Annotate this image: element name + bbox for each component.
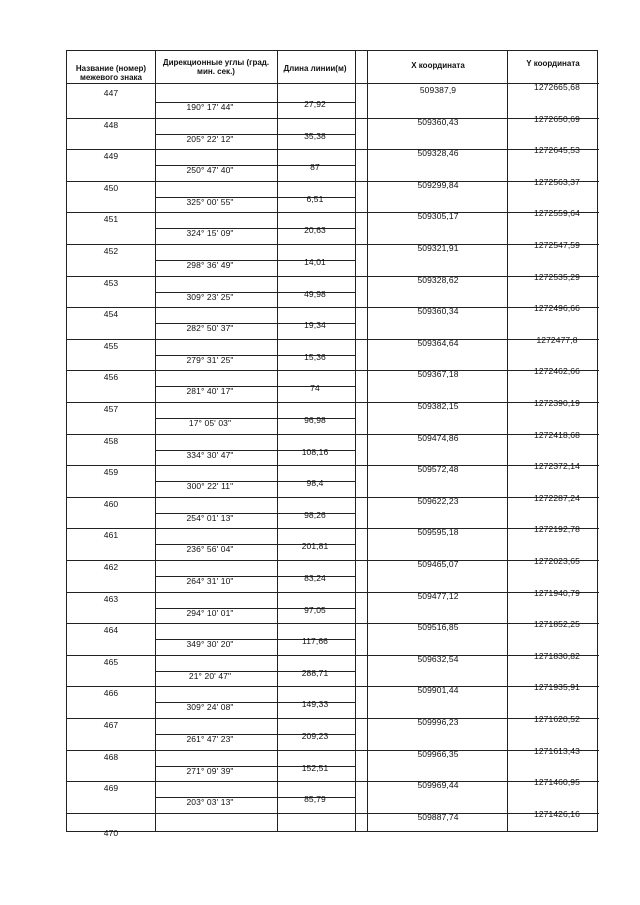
- directional-angle: 282° 50' 37": [186, 323, 234, 333]
- x-coordinate: 509622,23: [417, 496, 459, 506]
- x-coordinate: 509360,43: [417, 117, 459, 127]
- mark-number: 450: [103, 183, 119, 193]
- x-coordinate: 509465,07: [417, 559, 459, 569]
- directional-angle: 300° 22' 11": [186, 481, 234, 491]
- line-length: 201,81: [301, 541, 329, 551]
- header-mark-name: Название (номер) межевого знака: [75, 64, 147, 82]
- line-length: 98,4: [306, 478, 324, 488]
- x-coordinate: 509387,9: [419, 85, 457, 95]
- line-length: 149,33: [301, 699, 329, 709]
- mark-number: 451: [103, 214, 119, 224]
- y-coordinate: 1272477,8: [536, 335, 578, 345]
- line-length: 6,51: [306, 194, 324, 204]
- directional-angle: 236° 56' 04": [186, 544, 234, 554]
- line-length: 19,34: [304, 320, 326, 330]
- x-coordinate: 509367,18: [417, 369, 459, 379]
- directional-angle: 298° 36' 49": [186, 260, 234, 270]
- y-coordinate: 1272418,68: [534, 430, 580, 440]
- directional-angle: 325° 00' 55": [186, 197, 234, 207]
- line-length: 97,05: [304, 605, 326, 615]
- x-coordinate: 509328,62: [417, 275, 459, 285]
- line-length: 87: [310, 162, 320, 172]
- y-coordinate: 1272287,24: [534, 493, 580, 503]
- boundary-coordinates-table: [66, 50, 598, 838]
- x-coordinate: 509969,44: [417, 780, 459, 790]
- directional-angle: 205° 22' 12": [186, 134, 234, 144]
- mark-number: 462: [103, 562, 119, 572]
- x-coordinate: 509328,46: [417, 148, 459, 158]
- y-coordinate: 1271426,16: [534, 809, 580, 819]
- line-length: 15,36: [304, 352, 326, 362]
- directional-angle: 190° 17' 44": [186, 102, 234, 112]
- y-coordinate: 1271613,43: [534, 746, 580, 756]
- y-coordinate: 1272563,37: [534, 177, 580, 187]
- header-x-coordinate: X координата: [411, 60, 465, 70]
- mark-number: 465: [103, 657, 119, 667]
- mark-number: 458: [103, 436, 119, 446]
- directional-angle: 264° 31' 10": [186, 576, 234, 586]
- directional-angle: 271° 09' 39": [186, 766, 234, 776]
- mark-number: 448: [103, 120, 119, 130]
- line-length: 27,92: [304, 99, 326, 109]
- mark-number: 467: [103, 720, 119, 730]
- line-length: 20,63: [304, 225, 326, 235]
- y-coordinate: 1272547,59: [534, 240, 580, 250]
- x-coordinate: 509887,74: [417, 812, 459, 822]
- x-coordinate: 509477,12: [417, 591, 459, 601]
- directional-angle: 261° 47' 23": [186, 734, 234, 744]
- y-coordinate: 1271935,91: [534, 682, 580, 692]
- mark-number: 464: [103, 625, 119, 635]
- y-coordinate: 1272192,78: [534, 524, 580, 534]
- mark-number: 449: [103, 151, 119, 161]
- directional-angle: 279° 31' 25": [186, 355, 234, 365]
- x-coordinate: 509901,44: [417, 685, 459, 695]
- x-coordinate: 509632,54: [417, 654, 459, 664]
- directional-angle: 324° 15' 09": [186, 228, 234, 238]
- y-coordinate: 1272650,69: [534, 114, 580, 124]
- x-coordinate: 509382,15: [417, 401, 459, 411]
- line-length: 85,79: [304, 794, 326, 804]
- mark-number: 457: [103, 404, 119, 414]
- y-coordinate: 1271460,95: [534, 777, 580, 787]
- header-y-coordinate: Y координата: [526, 58, 580, 68]
- directional-angle: 309° 23' 25": [186, 292, 234, 302]
- x-coordinate: 509474,86: [417, 433, 459, 443]
- line-length: 209,23: [301, 731, 329, 741]
- y-coordinate: 1272462,66: [534, 366, 580, 376]
- directional-angle: 309° 24' 08": [186, 702, 234, 712]
- mark-number: 459: [103, 467, 119, 477]
- mark-number: 460: [103, 499, 119, 509]
- directional-angle: 294° 10' 01": [186, 608, 234, 618]
- directional-angle: 349° 30' 20": [186, 639, 234, 649]
- line-length: 98,26: [304, 510, 326, 520]
- mark-number: 463: [103, 594, 119, 604]
- mark-number: 456: [103, 372, 119, 382]
- x-coordinate: 509321,91: [417, 243, 459, 253]
- mark-number: 453: [103, 278, 119, 288]
- mark-number: 454: [103, 309, 119, 319]
- y-coordinate: 1272496,66: [534, 303, 580, 313]
- line-length: 49,98: [304, 289, 326, 299]
- y-coordinate: 1271830,82: [534, 651, 580, 661]
- directional-angle: 250° 47' 40": [186, 165, 234, 175]
- y-coordinate: 1272645,53: [534, 145, 580, 155]
- mark-number: 469: [103, 783, 119, 793]
- line-length: 108,16: [301, 447, 329, 457]
- header-line-length: Длина линии(м): [283, 63, 347, 73]
- x-coordinate: 509299,84: [417, 180, 459, 190]
- line-length: 35,38: [304, 131, 326, 141]
- x-coordinate: 509516,85: [417, 622, 459, 632]
- y-coordinate: 1271940,79: [534, 588, 580, 598]
- header-directional-angles: Дирекционные углы (град. мин. сек.): [162, 58, 270, 76]
- y-coordinate: 1272372,14: [534, 461, 580, 471]
- mark-number: 470: [103, 828, 119, 838]
- x-coordinate: 509966,35: [417, 749, 459, 759]
- line-length: 117,66: [302, 636, 328, 646]
- line-length: 83,24: [304, 573, 326, 583]
- mark-number: 466: [103, 688, 119, 698]
- y-coordinate: 1272665,68: [534, 82, 580, 92]
- y-coordinate: 1272559,64: [534, 208, 580, 218]
- mark-number: 468: [103, 752, 119, 762]
- x-coordinate: 509364,64: [417, 338, 459, 348]
- y-coordinate: 1272535,29: [534, 272, 580, 282]
- x-coordinate: 509595,18: [417, 527, 459, 537]
- y-coordinate: 1271620,52: [534, 714, 580, 724]
- x-coordinate: 509996,23: [417, 717, 459, 727]
- line-length: 96,98: [304, 415, 326, 425]
- mark-number: 461: [103, 530, 119, 540]
- line-length: 152,51: [301, 763, 329, 773]
- x-coordinate: 509360,34: [417, 306, 459, 316]
- line-length: 14,01: [304, 257, 326, 267]
- x-coordinate: 509572,48: [417, 464, 459, 474]
- x-coordinate: 509305,17: [417, 211, 459, 221]
- column-divider: [355, 51, 356, 831]
- directional-angle: 334° 30' 47": [186, 450, 234, 460]
- directional-angle: 21° 20' 47": [188, 671, 232, 681]
- mark-number: 452: [103, 246, 119, 256]
- directional-angle: 281° 40' 17": [186, 386, 234, 396]
- mark-number: 455: [103, 341, 119, 351]
- line-length: 74: [310, 383, 320, 393]
- line-length: 288,71: [301, 668, 329, 678]
- mark-number: 447: [103, 88, 119, 98]
- directional-angle: 203° 03' 13": [186, 797, 234, 807]
- y-coordinate: 1272023,65: [534, 556, 580, 566]
- directional-angle: 17° 05' 03": [188, 418, 232, 428]
- y-coordinate: 1271852,25: [534, 619, 580, 629]
- y-coordinate: 1272390,19: [534, 398, 580, 408]
- directional-angle: 254° 01' 13": [186, 513, 234, 523]
